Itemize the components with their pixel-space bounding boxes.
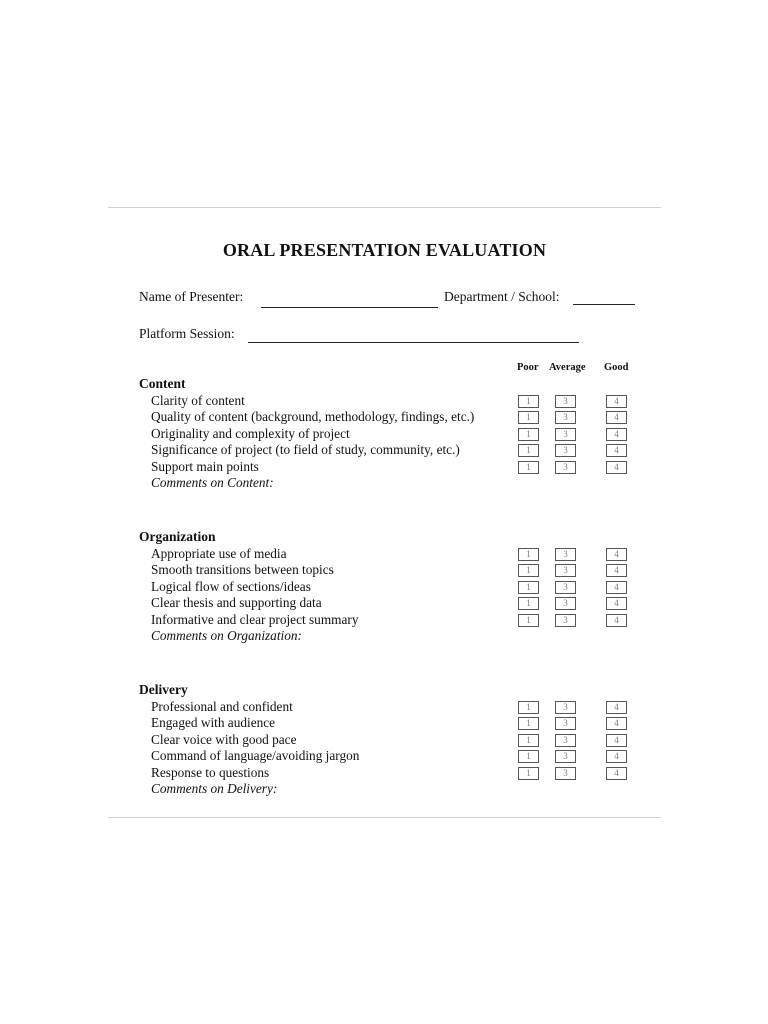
platform-session-label: Platform Session: bbox=[139, 326, 235, 341]
criteria-item: Originality and complexity of project bbox=[151, 425, 350, 441]
form-title: ORAL PRESENTATION EVALUATION bbox=[222, 240, 547, 260]
criteria-item: Significance of project (to field of study, community, etc.) bbox=[151, 442, 460, 458]
rating-box-poor[interactable]: 1 bbox=[518, 548, 539, 561]
rating-box-average[interactable]: 3 bbox=[555, 581, 576, 594]
rating-box-average[interactable]: 3 bbox=[555, 717, 576, 730]
column-poor: Poor bbox=[517, 362, 539, 373]
department-label: Department / School: bbox=[444, 289, 560, 304]
rating-box-average[interactable]: 3 bbox=[555, 395, 576, 408]
criteria-item: Clear voice with good pace bbox=[151, 731, 297, 747]
rating-box-average[interactable]: 3 bbox=[555, 597, 576, 610]
rating-box-poor[interactable]: 1 bbox=[518, 564, 539, 577]
criteria-item: Clarity of content bbox=[151, 393, 245, 408]
rating-box-poor[interactable]: 1 bbox=[518, 750, 539, 763]
rating-box-good[interactable]: 4 bbox=[606, 564, 627, 577]
rating-box-good[interactable]: 4 bbox=[606, 548, 627, 561]
rating-box-average[interactable]: 3 bbox=[555, 750, 576, 763]
rating-box-good[interactable]: 4 bbox=[606, 444, 627, 457]
rating-box-average[interactable]: 3 bbox=[555, 444, 576, 457]
rating-box-good[interactable]: 4 bbox=[606, 461, 627, 474]
criteria-item: Informative and clear project summary bbox=[151, 611, 359, 627]
criteria-item: Logical flow of sections/ideas bbox=[151, 578, 311, 594]
criteria-item: Engaged with audience bbox=[151, 715, 276, 731]
rating-box-poor[interactable]: 1 bbox=[518, 734, 539, 747]
presenter-name-label: Name of Presenter: bbox=[139, 289, 244, 304]
column-good: Good bbox=[604, 362, 629, 373]
evaluation-form bbox=[108, 207, 661, 818]
criteria-item: Quality of content (background, methodology, findings, etc.) bbox=[151, 409, 475, 425]
platform-session-field[interactable] bbox=[248, 342, 579, 343]
rating-box-good[interactable]: 4 bbox=[606, 395, 627, 408]
rating-box-average[interactable]: 3 bbox=[555, 548, 576, 561]
comments-label: Comments on Content: bbox=[151, 475, 274, 490]
rating-box-good[interactable]: 4 bbox=[606, 750, 627, 763]
rating-box-average[interactable]: 3 bbox=[555, 461, 576, 474]
presenter-name-field[interactable] bbox=[261, 307, 438, 308]
criteria-item: Appropriate use of media bbox=[151, 546, 287, 561]
rating-box-poor[interactable]: 1 bbox=[518, 717, 539, 730]
rating-box-good[interactable]: 4 bbox=[606, 767, 627, 780]
rating-box-average[interactable]: 3 bbox=[555, 564, 576, 577]
section-title-content: Content bbox=[139, 376, 186, 391]
rating-box-average[interactable]: 3 bbox=[555, 411, 576, 424]
rating-box-good[interactable]: 4 bbox=[606, 411, 627, 424]
criteria-item: Command of language/avoiding jargon bbox=[151, 748, 360, 764]
rating-box-good[interactable]: 4 bbox=[606, 581, 627, 594]
criteria-item: Professional and confident bbox=[151, 699, 293, 714]
rating-box-average[interactable]: 3 bbox=[555, 701, 576, 714]
rating-box-poor[interactable]: 1 bbox=[518, 597, 539, 610]
rating-box-poor[interactable]: 1 bbox=[518, 581, 539, 594]
rating-box-average[interactable]: 3 bbox=[555, 767, 576, 780]
rating-box-average[interactable]: 3 bbox=[555, 428, 576, 441]
rating-box-good[interactable]: 4 bbox=[606, 717, 627, 730]
rating-box-poor[interactable]: 1 bbox=[518, 701, 539, 714]
rating-box-poor[interactable]: 1 bbox=[518, 767, 539, 780]
rating-box-poor[interactable]: 1 bbox=[518, 614, 539, 627]
criteria-item: Smooth transitions between topics bbox=[151, 562, 334, 578]
rating-box-poor[interactable]: 1 bbox=[518, 428, 539, 441]
section-title-delivery: Delivery bbox=[139, 682, 188, 697]
rating-box-good[interactable]: 4 bbox=[606, 428, 627, 441]
rating-box-good[interactable]: 4 bbox=[606, 614, 627, 627]
rating-box-good[interactable]: 4 bbox=[606, 597, 627, 610]
comments-label: Comments on Organization: bbox=[151, 628, 302, 643]
rating-box-good[interactable]: 4 bbox=[606, 701, 627, 714]
criteria-item: Clear thesis and supporting data bbox=[151, 595, 322, 611]
comments-label: Comments on Delivery: bbox=[151, 781, 278, 796]
criteria-item: Support main points bbox=[151, 458, 259, 474]
rating-box-average[interactable]: 3 bbox=[555, 614, 576, 627]
section-title-organization: Organization bbox=[139, 529, 216, 544]
rating-box-poor[interactable]: 1 bbox=[518, 395, 539, 408]
rating-box-poor[interactable]: 1 bbox=[518, 411, 539, 424]
rating-box-poor[interactable]: 1 bbox=[518, 444, 539, 457]
rating-box-good[interactable]: 4 bbox=[606, 734, 627, 747]
criteria-item: Response to questions bbox=[151, 764, 270, 780]
department-field[interactable] bbox=[573, 304, 635, 305]
rating-box-average[interactable]: 3 bbox=[555, 734, 576, 747]
column-average: Average bbox=[549, 362, 586, 373]
rating-box-poor[interactable]: 1 bbox=[518, 461, 539, 474]
